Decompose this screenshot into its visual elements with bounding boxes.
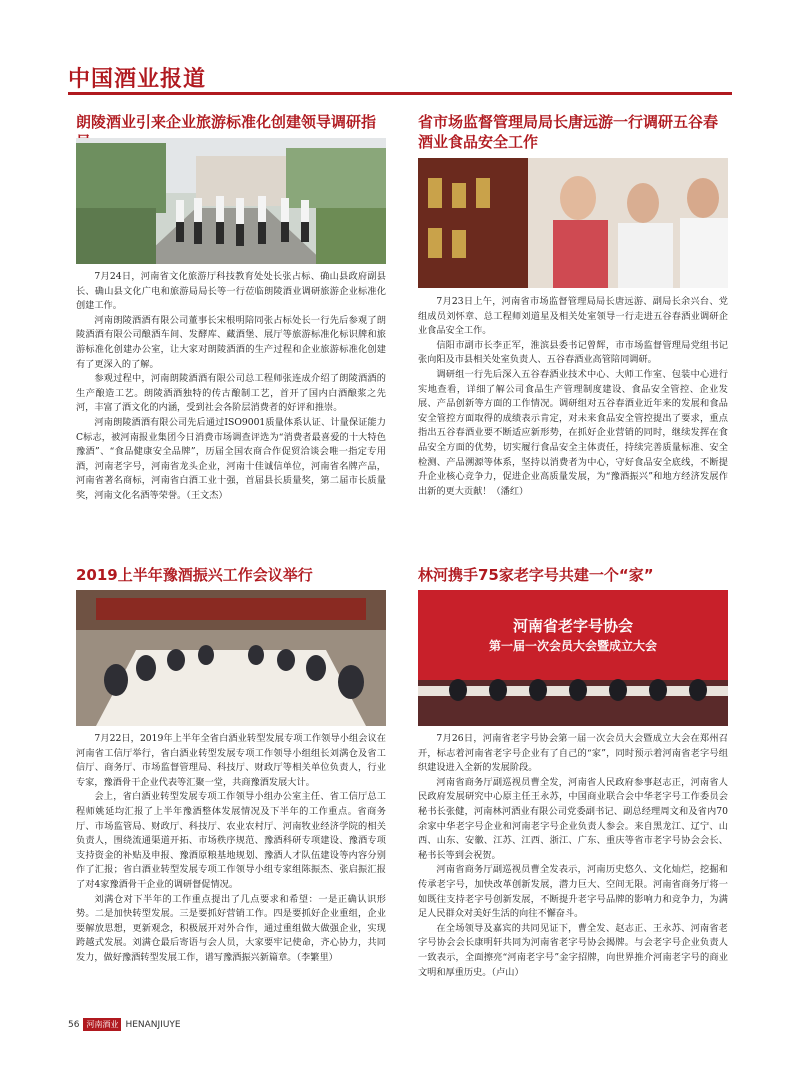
banner-line-2: 第一届一次会员大会暨成立大会: [488, 639, 657, 653]
article-4-body: [418, 732, 728, 980]
paragraph: 河南省商务厅副巡视员曹全发，河南省人民政府参事赵志正，河南省人民政府发展研究中心原主任王永苏，中国商业联合会中华老字号工作委员会秘书长张健，河南林河酒业有限公司党委副书记、副总经理周文和及省内70余家中华老字号企业和河南老字号企业负责人参会。来自黑龙江、辽宁、山西、山东、安徽、江苏、江西、浙江、广东、重庆等省市老字号协会会长、秘书长等到会祝贺。: [418, 776, 728, 861]
article-3-headline: 2019上半年豫酒振兴工作会议举行: [76, 566, 313, 584]
paragraph: 调研组一行先后深入五谷春酒业技术中心、大师工作室、包装中心进行实地查看，详细了解公司食品生产管理制度建设、食品安全管控、企业发展、产品创新等方面的工作情况。调研组对五谷春酒业近年来的发展和食品安全管控方面取得的成绩表示肯定，对未来食品安全管控提出了要求，重点指出五谷春酒业要不断适应新形势，在抓好企业营销的同时，继续发挥在食品安全方面的优势，切实履行食品安全主体责任，持续完善质量标准、安全检测、产品溯源等体系，坚持以消费者为中心，守好食品安全底线，不断提升企业核心竞争力，促进企业高质量发展，为“豫酒振兴”和地方经济发展作出新的更大贡献！（潘红）: [418, 368, 728, 497]
section-title: 中国酒业报道: [68, 67, 207, 92]
article-1-body: [76, 270, 386, 504]
publication-name-en: HENANJIUYE: [125, 1019, 181, 1030]
paragraph: 河南朗陵酒酒有限公司董事长宋根明陪同张占标处长一行先后参观了朗陵酒酒有限公司酿酒车间、发酵库、藏酒堡、展厅等旅游标准化标识牌和旅游标准化创建办公室，让大家对朗陵酒酒的生产过程和企业旅游标准化创建有了更深入的了解。: [76, 314, 386, 370]
article-2-headline: 省市场监督管理局局长唐远游一行调研五谷春酒业食品安全工作: [418, 113, 719, 151]
paragraph: 7月24日，河南省文化旅游厅科技教育处处长张占标、确山县政府副县长、确山县文化广电和旅游局局长等一行莅临朗陵酒业调研旅游企业标准化创建工作。: [76, 271, 386, 312]
page-number: 56: [68, 1019, 80, 1030]
paragraph: 刘满仓对下半年的工作重点提出了几点要求和希望：一是正确认识形势。二是加快转型发展。三是要抓好营销工作。四是要抓好企业重组，企业要解放思想，更新观念，积极展开对外合作，通过重组做大做强企业，实现跨越式发展。刘满仓最后寄语与会人员，大家要牢记使命，齐心协力，共同发力，做好豫酒转型发展工作，谱写豫酒振兴新篇章。（李繁里）: [76, 893, 386, 963]
paragraph: 7月23日上午，河南省市场监督管理局局长唐远游、副局长余兴台、党组成员刘怀章、总工程师刘道星及相关处室领导一行走进五谷春酒业调研企业食品安全工作。: [418, 296, 728, 337]
article-4-headline: 林河携手75家老字号共建一个“家”: [418, 566, 654, 584]
paragraph: 河南省商务厅副巡视员曹全发表示，河南历史悠久、文化灿烂，挖掘和传承老字号，加快改革创新发展，潜力巨大、空间无限。河南省商务厅将一如既往支持老字号创新发展，不断提升老字号品牌的影响力和竞争力，为满足人民群众对美好生活的向往不懈奋斗。: [418, 864, 728, 920]
article-1-headline: 朗陵酒业引来企业旅游标准化创建领导调研指: [76, 113, 377, 131]
banner-line-1: 河南省老字号协会: [512, 617, 633, 635]
paragraph: 会上，省白酒业转型发展专项工作领导小组办公室主任、省工信厅总工程师姚延均汇报了上半年豫酒整体发展情况及下半年的工作重点。省商务厅、市场监管局、财政厅、科技厅、农业农村厅、河南牧业经济学院的相关负责人，围绕流通渠道开拓、市场秩序规范、豫酒科研专项建设、豫酒专项支持资金的补贴及申报、豫酒原粮基地规划、豫酒人才队伍建设等内容分别作了汇报；省白酒业转型发展专项工作领导小组专家组陈振杰、张启振汇报了对4家豫酒骨干企业的调研督促情况。: [76, 791, 386, 890]
page-footer: [68, 1018, 181, 1031]
paragraph: 参观过程中，河南朗陵酒酒有限公司总工程师张连成介绍了朗陵酒酒的生产酿造工艺。朗陵酒酒独特的传古酿制工艺，首开了国内白酒酿浆之先河，丰富了酒文化的内涵，受到社会各阶层消费者的好评和推崇。: [76, 373, 386, 414]
publication-badge: 河南酒业: [83, 1018, 121, 1031]
article-3-body: [76, 732, 386, 966]
article-2-photo: [418, 158, 728, 288]
article-3-photo: [76, 590, 386, 726]
paragraph: 在全场领导及嘉宾的共同见证下，曹全发、赵志正、王永苏、河南省老字号协会会长康明轩共同为河南省老字号协会揭牌。与会老字号企业负责人一致表示，全面擦亮“河南老字号”金字招牌，向世界推介河南老字号的商业文明和厚重历史。（卢山）: [418, 922, 728, 978]
article-1-photo: [76, 138, 386, 264]
paragraph: 7月22日，2019年上半年全省白酒业转型发展专项工作领导小组会议在河南省工信厅举行，省白酒业转型发展专项工作领导小组组长刘满仓及省工信厅、商务厅、市场监督管理局、科技厅、财政厅等相关单位负责人，行业专家，豫酒骨干企业代表等汇聚一堂，共商豫酒发展大计。: [76, 733, 386, 788]
article-4-photo: [418, 590, 728, 726]
section-divider: [68, 92, 732, 95]
paragraph: 河南朗陵酒酒有限公司先后通过ISO9001质量体系认证、计量保证能力C标志，被河南报业集团今日消费市场调查评选为“消费者最喜爱的十大特色豫酒”、“食品健康安全品牌”，历届全国农商合作促贸洽谈会唯一指定专用酒，河南老字号，河南省龙头企业，河南十佳诚信单位，河南省名牌产品，河南省著名商标，河南省白酒工业十强，首届县长质量奖，第二届市长质量奖，河南文化名酒等荣誉。（王文杰）: [76, 416, 386, 501]
paragraph: 信阳市副市长李正军，淮滨县委书记曾辉，市市场监督管理局党组书记张向阳及市县相关处室负责人、五谷春酒业高管陪同调研。: [418, 339, 728, 366]
paragraph: 7月26日，河南省老字号协会第一届一次会员大会暨成立大会在郑州召开，标志着河南省老字号企业有了自己的“家”，同时预示着河南省老字号组织建设进入全新的发展阶段。: [418, 733, 728, 774]
article-2-body: [418, 295, 728, 499]
